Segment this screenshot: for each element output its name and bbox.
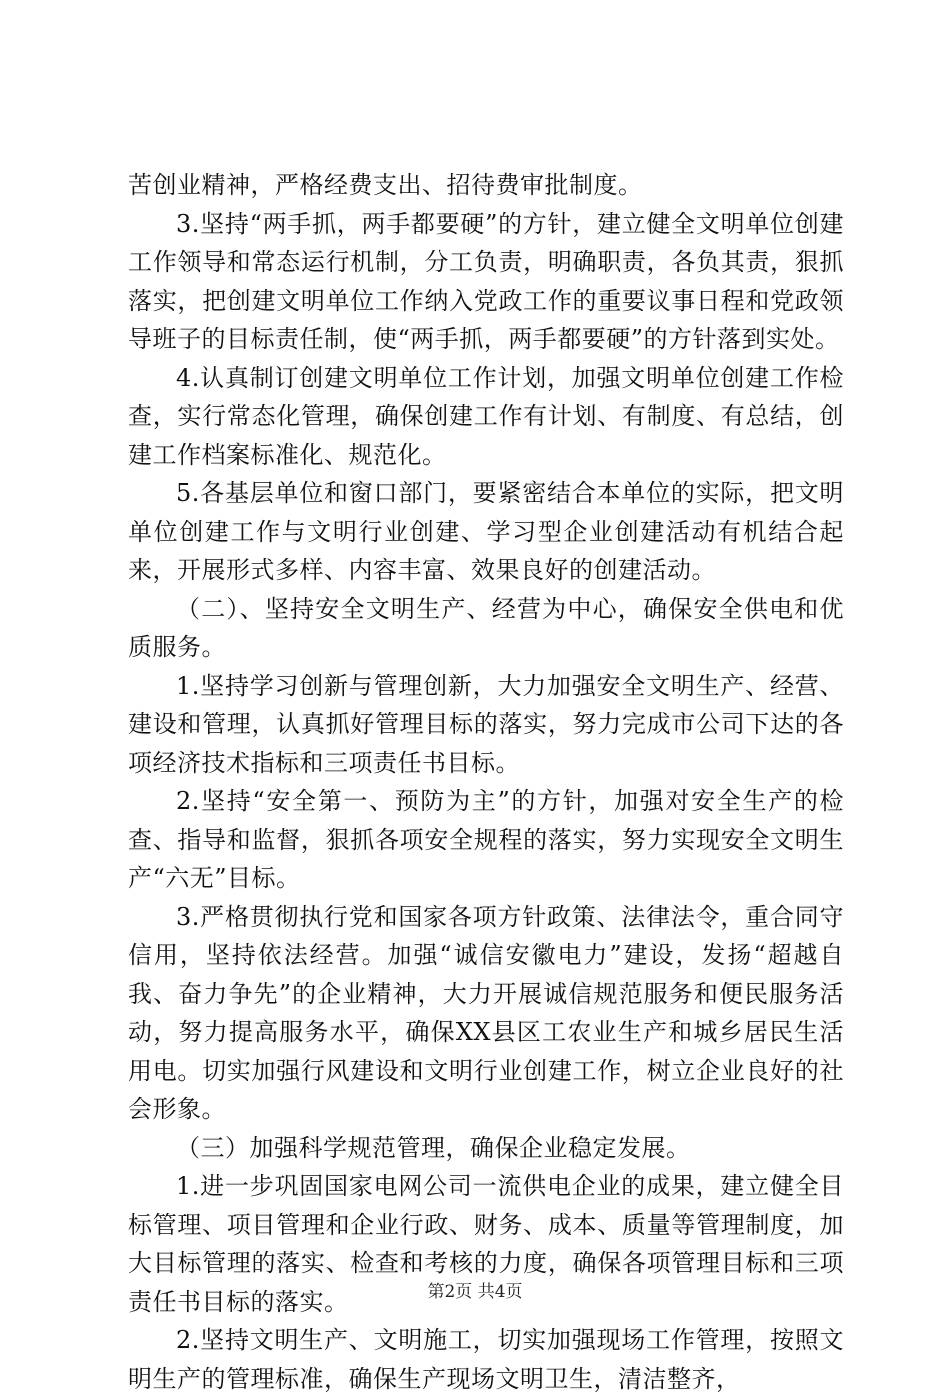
page-number-label: 第2页 共4页: [427, 1282, 523, 1302]
paragraph-7: 2.坚持“安全第一、预防为主”的方针，加强对安全生产的检查、指导和监督，狠抓各项安全规程的落实，努力实现安全文明生产“六无”目标。: [128, 787, 844, 892]
paragraph-3: 4.认真制订创建文明单位工作计划，加强文明单位创建工作检查，实行常态化管理，确保创建工作有计划、有制度、有总结，创建工作档案标准化、规范化。: [128, 363, 844, 469]
paragraph-4: 5.各基层单位和窗口部门，要紧密结合本单位的实际，把文明单位创建工作与文明行业创建、学习型企业创建活动有机结合起来，开展形式多样、内容丰富、效果良好的创建活动。: [128, 479, 844, 584]
page-footer: [0, 1281, 950, 1303]
paragraph-1: 苦创业精神，严格经费支出、招待费审批制度。: [128, 171, 643, 199]
document-body: [128, 166, 844, 1398]
paragraph-8: 3.严格贯彻执行党和国家各项方针政策、法律法令，重合同守信用，坚持依法经营。加强“诚信安徽电力”建设，发扬“超越自我、奋力争先”的企业精神，大力开展诚信规范服务和便民服务活动，努力提高服务水平，确保XX县区工农业生产和城乡居民生活用电。切实加强行风建设和文明行业创建工作，树立企业良好的社会形象。: [128, 902, 844, 1123]
paragraph-6: 1.坚持学习创新与管理创新，大力加强安全文明生产、经营、建设和管理，认真抓好管理目标的落实，努力完成市公司下达的各项经济技术指标和三项责任书目标。: [128, 671, 844, 777]
paragraph-11: 2.坚持文明生产、文明施工，切实加强现场工作管理，按照文明生产的管理标准，确保生产现场文明卫生，清洁整齐，: [128, 1326, 844, 1393]
paragraph-2: 3.坚持“两手抓，两手都要硬”的方针，建立健全文明单位创建工作领导和常态运行机制，分工负责，明确职责，各负其责，狠抓落实，把创建文明单位工作纳入党政工作的重要议事日程和党政领导班子的目标责任制，使“两手抓，两手都要硬”的方针落到实处。: [128, 209, 844, 353]
section-heading-2: （二）、坚持安全文明生产、经营为中心，确保安全供电和优质服务。: [128, 594, 844, 661]
paragraph-10: 1.进一步巩固国家电网公司一流供电企业的成果，建立健全目标管理、项目管理和企业行政、财务、成本、质量等管理制度，加大目标管理的落实、检查和考核的力度，确保各项管理目标和三项责任书目标的落实。: [128, 1172, 844, 1316]
section-heading-3: （三）加强科学规范管理，确保企业稳定发展。: [176, 1133, 691, 1162]
